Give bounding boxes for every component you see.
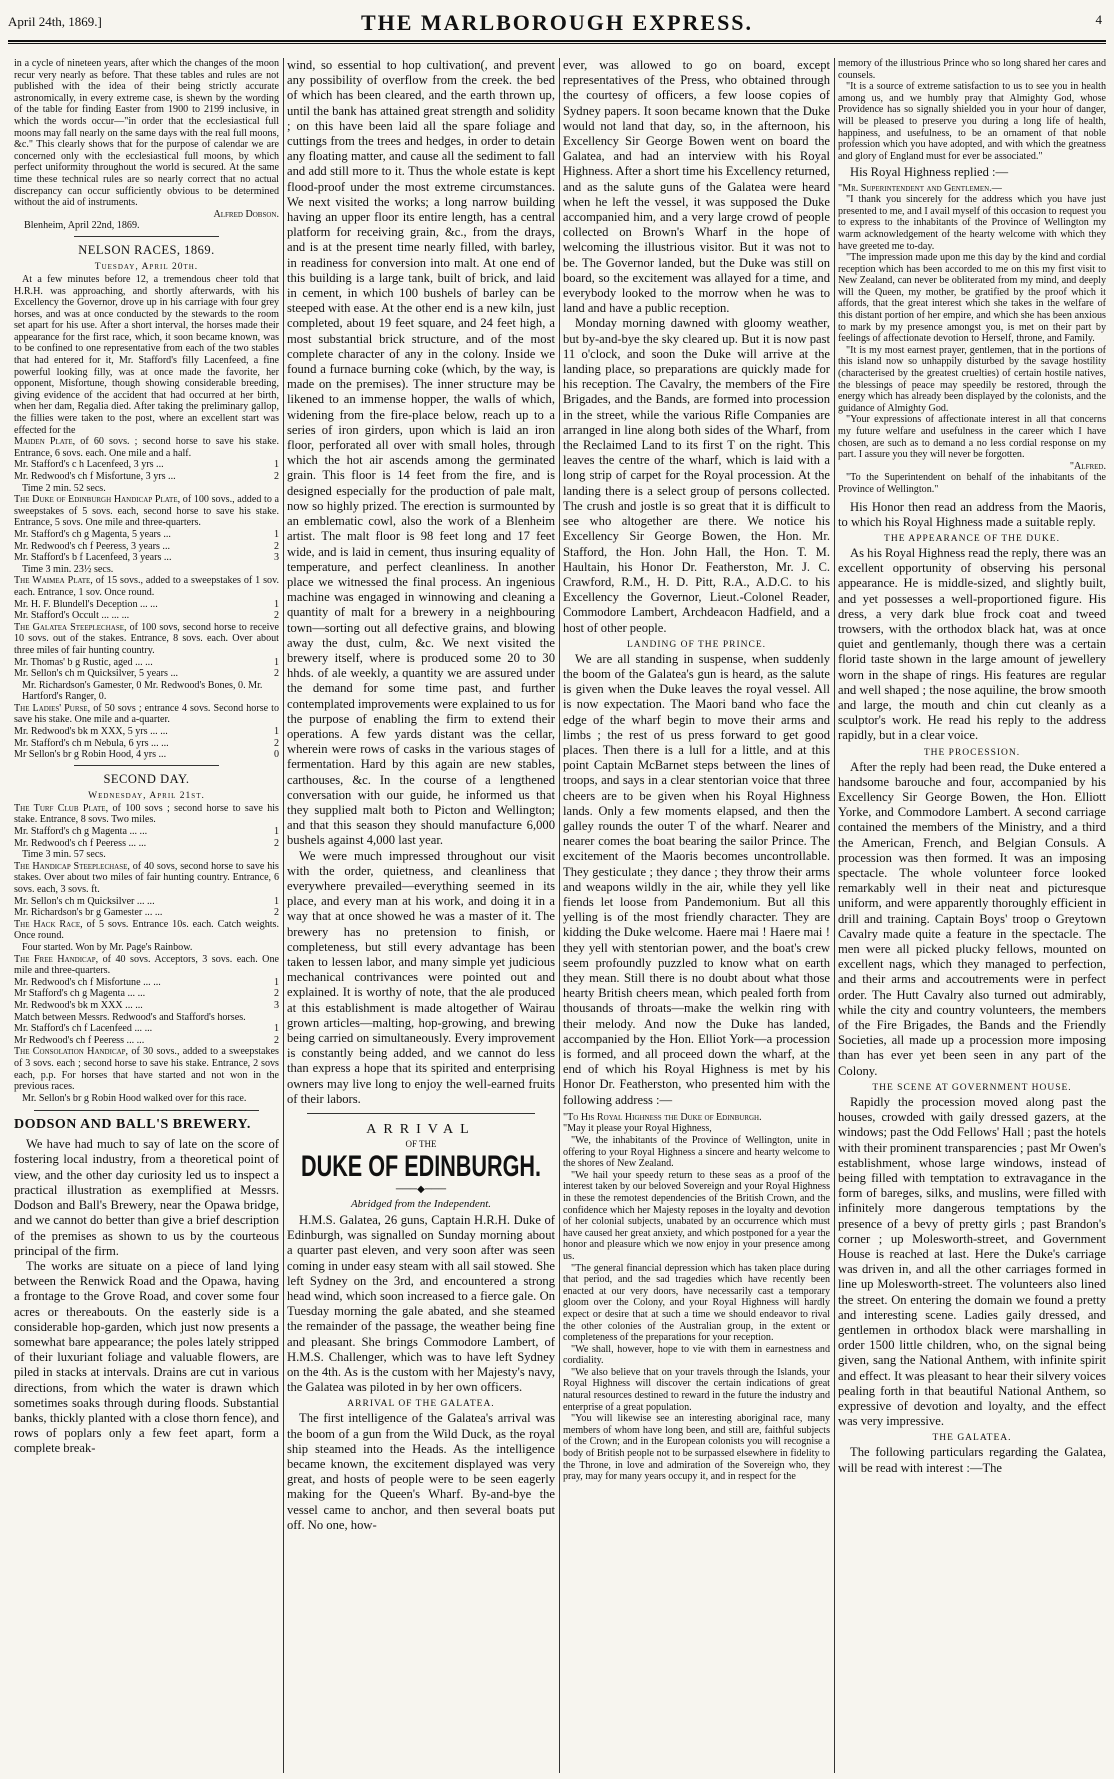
race-name: The Waimea Plate, bbox=[14, 575, 93, 587]
race-entry bbox=[14, 919, 279, 942]
race-name: The Duke of Edinburgh Handicap Plate, bbox=[14, 494, 181, 506]
race-time: Time 2 min. 52 secs. bbox=[22, 482, 106, 494]
race-conditions: of 100 sovs., added to a sweepstakes of 5 sovs. each, second horse to save his stake. Entrance, 5 sovs. One mile and three-quarters. bbox=[14, 494, 279, 529]
race-result: Mr. Stafford's ch g Magenta, 5 years ... 1 bbox=[14, 528, 279, 540]
article-paragraph: Monday morning dawned with gloomy weather, but by-and-bye the sky cleared up. But it is now past 11 o'clock, and soon the Duke will arrive at the landing place, so preparations are quickly made for his reception. The Cavalry, the members of the Fire Brigades, and the Bands, are formed into procession in the street, while the various Rifle Companies are arranged in line along both sides of the Wharf, from the Reclaimed Land to its first T on the right. This leaves the centre of the wharf, which is laid with a long strip of carpet for the Royal procession. At the landing there is a select group of persons collected. The crush and jostle is so great that it is difficult to see who altogether are there. We notice his Excellency Sir George Bowen, the Hon. Mr. Stafford, the Hon. John Hall, the Hon. T. M. Haultain, his Honor Dr. Featherston, Mr. J. C. Crawford, R.M., H. D. Pitt, R.A., A.D.C. to his Excellency the Governor, Lieut.-Colonel Reader, Commodore Lambert, Archdeacon Hadfield, and a host of other people. bbox=[563, 316, 830, 635]
header-rule bbox=[8, 40, 1106, 42]
race-conditions: of 15 sovs., added to a sweepstakes of 1 sov. each. Entrance, 1 sov. Once round. bbox=[14, 575, 279, 598]
address-paragraph: "You will likewise see an interesting aboriginal race, many members of whom have long been, and still are, faithful subjects of the Crown; and in the European colonists you will recognise a body of British people not to be surpassed elsewhere in fidelity to the Throne, in love and admiration of the Sovereign who, they pray, may for many years occupy it, and in respect for the bbox=[563, 1413, 830, 1483]
section-heading: THE GALATEA. bbox=[932, 1433, 1012, 1444]
reply-paragraph: "I thank you sincerely for the address which you have just presented to me, and I avail myself of this occasion to request you to express to the inhabitants of the Province of Wellington my warm acknowledgement of the hearty welcome with which they have greeted me to-day. bbox=[838, 194, 1106, 252]
second-day-headline: SECOND DAY. bbox=[103, 771, 190, 786]
race-result: Mr. H. F. Blundell's Deception ... ... 1 bbox=[14, 598, 279, 610]
race-conditions: of 5 sovs. Entrance 10s. each. Catch weights. Once round. bbox=[14, 918, 279, 942]
race-result: Mr. Redwood's ch f Peeress ... ... 2 bbox=[14, 837, 279, 849]
race-conditions: of 40 sovs, second horse to save his stakes. Over about two miles of fair hunting country. Entrance, 6 sovs. each, 3 sovs. ft. bbox=[14, 860, 279, 895]
race-name: The Consolation Handicap, bbox=[14, 1046, 129, 1058]
reply-salutation: "Mr. Superintendent and Gentlemen.— bbox=[838, 182, 1002, 194]
reply-signature: "Alfred. bbox=[1069, 460, 1106, 472]
race-name: The Hack Race, bbox=[14, 918, 83, 930]
article-paragraph: The first intelligence of the Galatea's arrival was the boom of a gun from the Wild Duck, as the royal ship steamed into the Heads. As the intelligence became known, the excitement displayed was very great, and hosts of people were to be seen eagerly making for the Queen's Wharf. By-and-bye the vessel came to anchor, and then several boats put off. No one, how- bbox=[287, 1411, 555, 1532]
race-result: Mr. Stafford's ch f Lacenfeed ... ... 1 bbox=[14, 1023, 279, 1035]
race-result: Mr. Stafford's Occult ... ... ... 2 bbox=[14, 610, 279, 622]
race-time: Time 3 min. 23½ secs. bbox=[22, 563, 114, 575]
race-name: The Turf Club Plate, bbox=[14, 802, 109, 814]
article-paragraph: We are all standing in suspense, when suddenly the boom of the Galatea's gun is heard, as the salute is given when the Duke leaves the royal vessel. All is now expectation. The Maori band who face the edge of the wharf begin to move their arms and limbs ; the rest of us press forward to get good places. Then there is a lull for a little, and at this point Captain McBarnet steps between the lines of troops, and says in a clear stentorian voice that three cheers are to be given when his Royal Highness lands. Only a few moments elapsed, and then the galley rounds the outer T of the wharf. Nearer and nearer comes the boat bearing the sailor Prince. The excitement of the Maoris becomes uncontrollable. They gesticulate ; they dance ; they throw their arms and weapons wildly in the air, while they yell like fiends let loose from Pandemonium. But all this yelling is of the most friendly character. They are kidding the Duke welcome. Haere mai ! Haere mai ! they yell with stentorian power, and the boat's crew seem profoundly puzzled to know what on earth they mean. Still there is no doubt about what those hearty British cheers mean, which pealed forth from thousands of throats—make the welkin ring with their melody. And now the Duke has landed, accompanied by the Hon. Elliot York—a procession is formed, and all proceed down the wharf, at the end of which his Royal Highness is met by his Honor Dr. Featherston, who presented him with the following address :— bbox=[563, 651, 830, 1107]
race-conditions: of 60 sovs. ; second horse to save his stake. Entrance, 6 sovs. each. One mile and a half. bbox=[14, 436, 279, 459]
reply-paragraph: "It is my most earnest prayer, gentlemen, that in the portions of this island now so unhappily disturbed by the savage hostility (characterised by the greatest cruelties) of certain hostile natives, the blessings of peace may speedily be restored, through the energy which has already been displayed by the colonists, and the guidance of Almighty God. bbox=[838, 344, 1106, 414]
article-paragraph: Rapidly the procession moved along past the houses, crowded with gaily dressed gazers, at the windows; past the Odd Fellows' Hall ; past the hotels with their prominent transparencies ; past Mr Owen's establishment, whose large windows, instead of being filled with temptation to extravagance in the form of bareges, silks, and muslins, were filled with infinitely more dangerous temptations by the presence of a bevy of pretty girls ; past Brandon's corner ; up Molesworth-street, and Government House is reached at last. Here the Duke's carriage was driven in, and all the other carriages formed in line up Molesworth-street. The volunteers also lined the street. On entering the domain we found a pretty and interesting scene. Ladies gaily dressed, and gentlemen in orthodox black were marshalling in order 1500 little children, who, on the signal being given, sang the National Anthem, with infinite spirit and effect. It was pleasant to hear their silvery voices pealing forth in that beautiful National Anthem, so expressive of devotion and loyalty, and the effect was very impressive. bbox=[838, 1094, 1106, 1429]
column-3 bbox=[563, 58, 830, 1773]
address-paragraph: "It is a source of extreme satisfaction to us to see you in health among us, and we humbly pray that Almighty God, whose Providence has so signally shielded you in your hour of danger, will be pleased to preserve you during a long life of health, happiness, and usefulness, to be an ornament of that noble profession which you have adopted, and with which the greatness and glory of England must for ever be associated." bbox=[838, 81, 1106, 162]
race-report-intro: At a few minutes before 12, a tremendous cheer told that H.R.H. was approaching, and shortly afterwards, with his Excellency the Governor, drove up in his carriage with four grey horses, and was at once conducted by the stewards to the room set apart for his use. After a short interval, the horses made their appearance for the first race, which, it soon became known, was to be confined to one representative from each of the two stables that had entered for it, Mr. Stafford's filly Lacenfeed, a fine powerful looking filly, was at once made the favorite, her opponent, Misfortune, though showing considerable breeding, giving evidence of the accident that had occurred at her birth, when her dam, Regalia died. After taking the preliminary gallop, the fillies were taken to the post, where an excellent start was effected for the bbox=[14, 273, 279, 436]
letter-place-date: Blenheim, April 22nd, 1869. bbox=[24, 220, 140, 232]
article-paragraph: His Honor then read an address from the Maoris, to which his Royal Highness made a suitable reply. bbox=[838, 499, 1106, 529]
race-entry bbox=[14, 1046, 279, 1092]
race-result: Mr. Stafford's ch g Magenta ... ... 1 bbox=[14, 826, 279, 838]
arrival-headline-line1: ARRIVAL bbox=[366, 1122, 476, 1138]
column-divider bbox=[834, 58, 835, 1773]
race-result: Mr. Sellon's ch m Quicksilver ... ... 1 bbox=[14, 895, 279, 907]
column-divider bbox=[559, 58, 560, 1773]
reply-intro: His Royal Highness replied :— bbox=[850, 165, 1009, 180]
race-result: Mr Redwood's ch f Peeress ... ... 2 bbox=[14, 1034, 279, 1046]
race-note: Mr. Richardson's Gamester, 0 Mr. Redwood's Bones, 0. Mr. Hartford's Ranger, 0. bbox=[22, 679, 263, 703]
race-name: The Handicap Steeplechase, bbox=[14, 860, 130, 872]
race-conditions: of 50 sovs ; entrance 4 sovs. Second horse to save his stake. One mile and a-quarter. bbox=[14, 702, 279, 726]
article-paragraph: As his Royal Highness read the reply, there was an excellent opportunity of observing his personal appearance. He is middle-sized, and slightly built, and yet possesses a well-proportioned figure. His dress, a very dark blue frock coat and tweed trowsers, with the orthodox black hat, was at once quiet and gentlemanly, though there was a certain florid taste shown in the large amount of jewellery worn in the shape of rings. His features are regular and well shaped ; the nose aquiline, the brow smooth and large, the mouth and chin cut cleanly as a sculptor's work. He read his reply to the address rapidly, but in a clear voice. bbox=[838, 545, 1106, 743]
race-day-heading: Tuesday, April 20th. bbox=[94, 261, 199, 272]
address-paragraph: "We also believe that on your travels through the Islands, your Royal Highness will discover the certain indications of great natural resources destined to reward in the future the industry and enterprise of a great population. bbox=[563, 1366, 830, 1413]
race-result: Mr. Sellon's ch m Quicksilver, 5 years ... 2 bbox=[14, 668, 279, 680]
race-conditions: of 100 sovs, second horse to receive 10 sovs. out of the stakes. Entrance, 8 sovs. each. Over about three miles of fair hunting country. bbox=[14, 621, 279, 656]
race-time: Time 3 min. 57 secs. bbox=[22, 849, 106, 861]
address-paragraph: "We hail your speedy return to these seas as a proof of the interest taken by our beloved Sovereign and your Royal Highness in these the remotest dependencies of the British Crown, and the confidence which her Majesty reposes in the loyalty and devotion of her colonial subjects, unabated by an occurrence which must have caused her great anxiety, and which postponed for a year the honor and pleasure which we now enjoy in your presence among us. bbox=[563, 1169, 830, 1262]
newspaper-title: THE MARLBOROUGH EXPRESS. bbox=[360, 10, 754, 35]
race-result: Mr. Redwood's ch f Misfortune, 3 yrs ... 2 bbox=[14, 471, 279, 482]
brewery-paragraph: We have had much to say of late on the score of fostering local industry, from a theoretical point of view, and the other day curiosity led us to inspect a practical illustration as exemplified at Messrs. Dodson and Ball's Brewery, near the Opawa bridge, and we cannot do better than give a brief description of the premises as shown to us by the courteous principal of the firm. bbox=[14, 1137, 279, 1258]
race-result: Mr. Stafford's ch m Nebula, 6 yrs ... ... 2 bbox=[14, 737, 279, 749]
article-paragraph: The following particulars regarding the Galatea, will be read with interest :—The bbox=[838, 1445, 1106, 1475]
masthead bbox=[8, 10, 1106, 34]
race-result: Mr. Thomas' b g Rustic, aged ... ... 1 bbox=[14, 656, 279, 668]
race-result: Mr. Richardson's br g Gamester ... ... 2 bbox=[14, 907, 279, 919]
column-2 bbox=[287, 58, 555, 1773]
race-name: Maiden Plate, bbox=[14, 436, 76, 448]
article-separator bbox=[307, 1113, 535, 1114]
race-note: Four started. Won by Mr. Page's Rainbow. bbox=[22, 941, 193, 953]
race-conditions: of 30 sovs., added to a sweepstakes of 3 sovs. each ; second horse to save his stake. Entrance, 2 sovs each, p.p. For horses that have started and not won in the previous races. bbox=[14, 1046, 279, 1093]
race-note: Mr. Sellon's br g Robin Hood walked over for this race. bbox=[22, 1092, 247, 1104]
race-result: Mr. Stafford's b f Lacenfeed, 3 years ... 3 bbox=[14, 552, 279, 564]
race-entry bbox=[14, 436, 279, 459]
race-conditions: of 100 sovs ; second horse to save his stake. Entrance, 8 sovs. Two miles. bbox=[14, 802, 279, 826]
article-paragraph: After the reply had been read, the Duke entered a handsome barouche and four, accompanied by his Excellency Sir George Bowen, the Hon. Elliott Yorke, and Commodore Lambert. A second carriage contained the members of the Ministry, and a third the American, French, and Belgian Consuls. A procession was then formed. It was an imposing spectacle. The whole volunteer force looked remarkably well in their neat and picturesque uniform, and were apparently thoroughly efficient in drill and training. Captain Boys' troop o Greytown Cavalry made quite a feature in the spectacle. The men were all picked plucky fellows, mounted on excellent nags, which they managed to perfection, and their arms and accoutrements were in perfect order. The Hutt Cavalry also turned out admirably, while the city and country volunteers, the members of the Fire Brigades, the Bands and the Friendly Societies, all made up a procession more imposing than has ever yet been seen in any part of the Colony. bbox=[838, 759, 1106, 1078]
reply-addressee: "To the Superintendent on behalf of the inhabitants of the Province of Wellington." bbox=[838, 472, 1106, 495]
brewery-paragraph: We were much impressed throughout our visit with the order, quietness, and cleanliness that everywhere prevailed—everything seemed in its place, and every man at his work, and doing it in a way that at once showed he was a master of it. The brewery has no pretension to finish, or completeness, but still every advantage has been taken to lessen labor, and many simple yet judicious mechanical contrivances were pointed out and explained. It is worthy of note, that the ale produced at this establishment is made altogether of Wairau grown articles—malting, hop-growing, and brewing being carried on simultaneously. Every improvement is constantly being added, and we cannot do less than express a hope that its spirited and enterprising owners may live long to enjoy the well-earned fruits of their labors. bbox=[287, 848, 555, 1106]
race-conditions: of 40 sovs. Acceptors, 3 sovs. each. One mile and three-quarters. bbox=[14, 953, 279, 977]
race-result: Mr Sellon's br g Robin Hood, 4 yrs ... 0 bbox=[14, 749, 279, 761]
article-separator bbox=[74, 236, 219, 237]
ornament-rule-icon: ───◆─── bbox=[395, 1184, 447, 1196]
address-paragraph: "We, the inhabitants of the Province of Wellington, unite in offering to your Royal Highness a sincere and hearty welcome to the shores of New Zealand. bbox=[563, 1135, 830, 1170]
races-headline: NELSON RACES, 1869. bbox=[78, 242, 215, 257]
race-entry bbox=[14, 622, 279, 657]
issue-date: April 24th, 1869.] bbox=[8, 14, 102, 29]
section-heading: THE PROCESSION. bbox=[923, 747, 1021, 758]
section-heading: THE APPEARANCE OF THE DUKE. bbox=[884, 533, 1060, 544]
letter-signature: Alfred Dobson. bbox=[213, 208, 279, 220]
header-rule-thin bbox=[8, 43, 1106, 44]
section-heading: ARRIVAL OF THE GALATEA. bbox=[347, 1399, 495, 1410]
race-day-heading: Wednesday, April 21st. bbox=[88, 790, 205, 801]
race-result: Mr. Redwood's ch f Peeress, 3 years ... 2 bbox=[14, 540, 279, 552]
column-1 bbox=[14, 58, 279, 1773]
address-paragraph: "The general financial depression which has taken place during that period, and the sad tragedies which have recently been enacted at our very doors, have necessarily cast a temporary gloom over the Colony, and your Royal Highness will hardly expect or desire that at such a time we should endeavor to rival the other colonies of the Australian group, in the extent or completeness of the preparations for your reception. bbox=[563, 1262, 830, 1344]
race-result: Mr. Redwood's bk m XXX, 5 yrs ... ... 1 bbox=[14, 726, 279, 738]
column-4 bbox=[838, 58, 1106, 1773]
address-paragraph: "We shall, however, hope to vie with them in earnestness and cordiality. bbox=[563, 1343, 830, 1367]
race-entry bbox=[14, 861, 279, 896]
race-match: Match between Messrs. Redwood's and Stafford's horses. bbox=[14, 1011, 246, 1023]
race-name: The Free Handicap, bbox=[14, 953, 99, 965]
brewery-headline: DODSON AND BALL'S BREWERY. bbox=[14, 1117, 251, 1133]
brewery-paragraph: The works are situate on a piece of land lying between the Renwick Road and the Opawa, having a frontage to the Grove Road, and cover some four acres or thereabouts. On the easterly side is a considerable hop-garden, which just now presents a somewhat bare appearance; the poles lately stripped of their luxuriant foliage and valuable flowers, are piled in stacks at intervals. Drains are cut in various directions, from which the water is drawn which sometimes soaks through during floods. Substantial banks, thickly planted with a close thorn fence), and rows of poplars only a few feet apart, form a complete break- bbox=[14, 1258, 279, 1456]
race-entry bbox=[14, 575, 279, 598]
race-result: Mr. Redwood's bk m XXX ... ... 3 bbox=[14, 999, 279, 1011]
race-entry bbox=[14, 954, 279, 977]
column-divider bbox=[283, 58, 284, 1773]
article-separator bbox=[34, 1110, 259, 1111]
race-entry bbox=[14, 703, 279, 726]
section-heading: THE SCENE AT GOVERNMENT HOUSE. bbox=[872, 1082, 1072, 1093]
race-result: Mr. Redwood's ch f Misfortune ... ... 1 bbox=[14, 976, 279, 988]
reply-paragraph: "The impression made upon me this day by the kind and cordial reception which has been accorded to me on this my first visit to New Zealand, can never be obliterated from my mind, and deeply will the Queen, my mother, be gratified by the proof which it affords, that the great interest which she takes in the welfare of this distant portion of her empire, and which she has been anxious to mark by my presence amongst you, is met on their part by feelings of affectionate devotion to Herself, throne, and Family. bbox=[838, 252, 1106, 345]
article-separator bbox=[74, 765, 219, 766]
race-result: Mr. Stafford's c h Lacenfeed, 3 yrs ... 1 bbox=[14, 459, 279, 471]
race-entry bbox=[14, 494, 279, 529]
race-name: The Galatea Steeplechase, bbox=[14, 621, 127, 633]
address-paragraph: memory of the illustrious Prince who so long shared her cares and counsels. bbox=[838, 58, 1106, 81]
duke-headline: DUKE OF EDINBURGH. bbox=[300, 1150, 542, 1184]
reply-paragraph: "Your expressions of affectionate interest in all that concerns my future welfare and usefulness in the career which I have chosen, are such as to demand a no less cordial response on my part. I assure you they will never be forgotten. bbox=[838, 414, 1106, 461]
address-salutation: "May it please your Royal Highness, bbox=[563, 1123, 712, 1135]
calendar-letter-ending: in a cycle of nineteen years, after which the changes of the moon recur very nearly as before. That these tables and rules are not published with the idea of their being strictly accurate astronomically, in every extreme case, is shewn by the wording of the table for finding Easter from 1900 to 2199 inclusive, in which the words occur—"in order that the ecclesiastical full moons may fall nearly on the same days with the real full moons, &c." This clearly shows that for the purpose of calendar we are concerned only with the ecclesiastical full moons, by which perfect uniformity throughout the world is secured. At the same time these technical rules are so nearly correct that no actual discrepancy can occur sufficiently obvious to be determined without the aid of instruments. bbox=[14, 58, 279, 209]
source-credit: Abridged from the Independent. bbox=[350, 1198, 492, 1211]
article-paragraph: ever, was allowed to go on board, except representatives of the Press, who obtained through the courtesy of officers, a few loose copies of Sydney papers. It soon became known that the Duke would not land that day, so, in the afternoon, his Excellency Sir George Bowen went on board the Galatea, and had an interview with his Royal Highness. After a short time his Excellency returned, and as the salute guns of the Galatea were heard when he left the vessel, it was supposed the Duke accompanied him, and a very large crowd of people collected on Brown's Wharf in the hope of welcoming the illustrious visitor. But it was not to be. The Governor landed, but the Duke was still on board, so the excitement was allayed for a time, and everybody looked to the morrow when he was to land and have a public reception. bbox=[563, 58, 830, 316]
address-heading: "To His Royal Highness the Duke of Edinburgh. bbox=[563, 1111, 762, 1123]
article-paragraph: H.M.S. Galatea, 26 guns, Captain H.R.H. Duke of Edinburgh, was signalled on Sunday morning about a quarter past eleven, and very soon after was seen coming in under easy steam with all sail stowed. She left Sydney on the 3rd, and encountered a strong head wind, which soon increased to a fierce gale. On Tuesday morning the gale abated, and she steamed the remainder of the passage, the weather being fine and pleasant. She brings Commodore Lambert, of H.M.S. Challenger, which was to have left Sydney on the 4th. As is the custom with her Majesty's navy, the Galatea was piloted in by her own officers. bbox=[287, 1213, 555, 1395]
section-heading: LANDING OF THE PRINCE. bbox=[627, 639, 766, 650]
page-number: 4 bbox=[1095, 12, 1102, 27]
race-name: The Ladies' Purse, bbox=[14, 702, 91, 714]
race-result: Mr Stafford's ch g Magenta ... ... 2 bbox=[14, 988, 279, 1000]
brewery-paragraph: wind, so essential to hop cultivation(, and prevent any possibility of overflow from the creek. the bed of which has been cleared, and the earth thrown up, until the bank has attained great strength and solidity ; on this have been laid all the spare foliage and cuttings from the trees and hedges, in order to detain any floating matter, and cause all the sediment to fall and add still more to it. Thus the whole estate is kept flood-proof under the most extreme circumstances. We next visited the works; a long narrow building having an upper floor its entire length, has a central platform for receiving grain, &c., from the drays, and is at the present time nearly filled, with barley, in readiness for conversion into malt. At one end of this building is a large tank, built of brick, and laid in cement, in which 100 bushels of barley can be steeped with ease. At the other end is a new kiln, just completed, about 19 feet square, and 24 feet high, a most substantial brick structure, and of the most complete character of any in the colony. Inside we found a furnace burning coke (which, by the way, is made on the premises). The inner structure may be likened to an immense hopper, the walls of which, widening from the fire-place below, reach up to a series of iron girders, upon which is laid an iron floor, perforated all over with small holes, through which the hot air ascends among the germinated grain. This floor is 14 feet from the fire, and is designed especially for the production of pale malt, now so highly prized. The erection is surmounted by an emblematic cowl, also the work of a Blenheim artist. The malt floor is 98 feet long and 17 feet wide, and is laid in cement, thus insuring equality of temperature, and perfect cleanliness. In another place we witnessed the final process. An ingenious machine was engaged in winnowing and cleaning a quantity of malt for a brewery in a neighbouring town—sorting out all defective grains, and blowing away the dust, culm, &c. We next visited the brewery itself, where is produced some 20 to 30 hhds. of ale weekly, a quantity we are assured under the demand for some time past, and further contemplated improvements were explained to us for the purpose of enabling the firm to extend their operations. A few yards distant was the cellar, wherein were rows of casks in the various stages of fermentation. Hard by this again are new stables, carthouses, &c. In the course of a lengthened conversation with our guide, he informed us that they supplied malt both to Picton and Wellington; and that this season they should manufacture 6,000 bushels against 4,000 last year. bbox=[287, 58, 555, 848]
race-entry bbox=[14, 803, 279, 826]
arrival-headline-line2: OF THE bbox=[405, 1139, 437, 1150]
